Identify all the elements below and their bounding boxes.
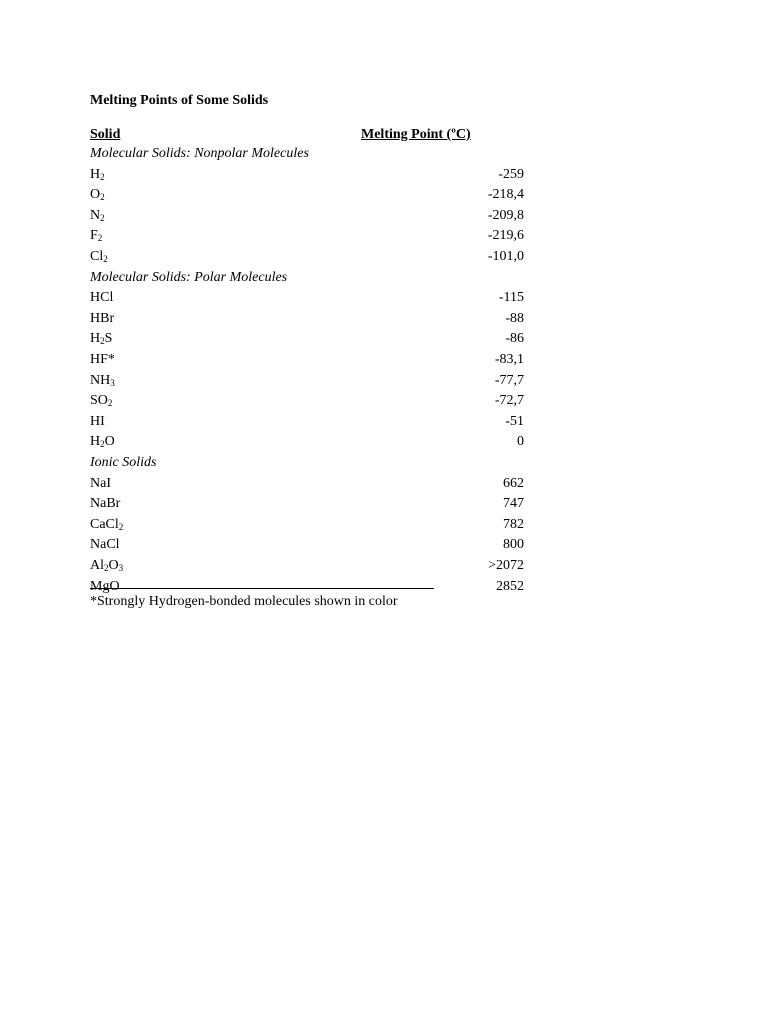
solid-name: HF*: [90, 352, 115, 367]
solid-name: $H_2S$: [90, 331, 113, 347]
section-heading: Ionic Solids: [90, 455, 157, 470]
melting-point-value: -218,4: [487, 187, 524, 203]
section-heading: Molecular Solids: Nonpolar Molecules: [90, 146, 309, 161]
solid-name: NaCl: [90, 537, 120, 553]
solid-name: $O_2$: [90, 187, 105, 203]
solid-name: NaI: [90, 475, 111, 491]
table-bottom-rule: [90, 588, 434, 589]
melting-point-value: -72,7: [494, 393, 524, 409]
melting-point-value: -51: [505, 413, 524, 429]
solid-name: HI: [90, 413, 105, 429]
melting-point-value: 0: [517, 434, 524, 450]
solid-name: $N_2$: [90, 207, 105, 223]
melting-point-value: -88: [505, 310, 524, 326]
melting-point-value: -77,7: [494, 372, 524, 388]
melting-point-value: -209,8: [487, 207, 524, 223]
solid-name: $NH_3$: [90, 372, 115, 388]
column-header-solid: Solid: [90, 127, 121, 142]
melting-point-value: 2852: [496, 578, 524, 594]
melting-point-value: -101,0: [487, 249, 524, 264]
solid-name: $H_2O$: [90, 434, 115, 450]
section-heading: Molecular Solids: Polar Molecules: [90, 269, 288, 285]
melting-point-value: 662: [503, 475, 524, 491]
melting-point-value: >2072: [488, 558, 524, 573]
column-header-melting-point: Melting Point (ºC): [361, 127, 471, 142]
melting-point-value: -259: [498, 166, 524, 182]
solid-name: $SO_2$: [90, 393, 113, 409]
solid-name: $Al_2O_3$: [90, 558, 124, 573]
solid-name: HCl: [90, 290, 114, 306]
document-title: Melting Points of Some Solids: [90, 93, 269, 108]
solid-name: $H_2$: [90, 166, 105, 182]
solid-name: $F_2$: [90, 228, 103, 244]
solid-name: NaBr: [90, 496, 121, 512]
melting-point-value: 747: [503, 496, 524, 512]
solid-name: $Cl_2$: [90, 249, 108, 264]
melting-point-value: -115: [498, 290, 524, 306]
melting-point-value: -219,6: [487, 228, 524, 244]
solid-name: CaCl$_2$: [90, 516, 124, 532]
footnote: *Strongly Hydrogen-bonded molecules shown in color: [90, 594, 398, 609]
solid-name: HBr: [90, 310, 115, 326]
melting-point-value: -86: [505, 331, 524, 347]
solid-name: MgO: [90, 578, 120, 594]
melting-point-value: 800: [503, 537, 524, 553]
melting-point-value: 782: [503, 516, 524, 532]
melting-point-value: -83,1: [494, 352, 524, 367]
